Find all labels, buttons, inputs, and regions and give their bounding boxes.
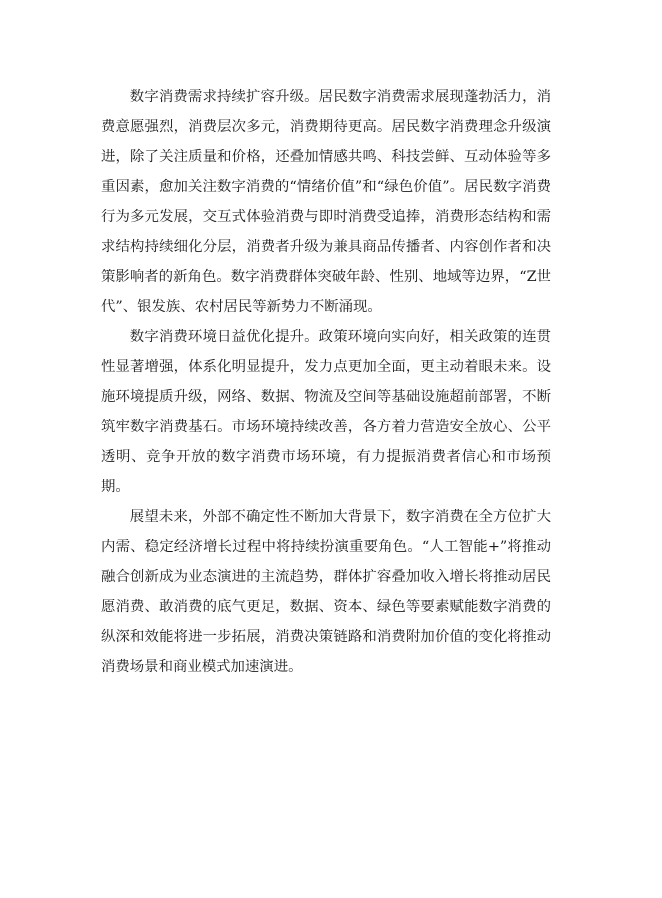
paragraph-consumer-environment: 数字消费环境日益优化提升。政策环境向实向好，相关政策的连贯性显著增强，体系化明显提升，发力点更加全面，更主动着眼未来。设施环境提质升级，网络、数据、物流及空间等基础设施超前部署，不断筑牢数字消费基石。市场环境持续改善，各方着力营造安全放心、公平透明、竞争开放的数字消费市场环境，有力提振消费者信心和市场预期。 bbox=[101, 329, 551, 495]
paragraph-consumer-demand: 数字消费需求持续扩容升级。居民数字消费需求展现蓬勃活力，消费意愿强烈，消费层次多元，消费期待更高。居民数字消费理念升级演进，除了关注质量和价格，还叠加情感共鸣、科技尝鲜、互动体验等多重因素，愈加关注数字消费的“情绪价值”和“绿色价值”。居民数字消费行为多元发展，交互式体验消费与即时消费受追捧，消费形态结构和需求结构持续细化分层，消费者升级为兼具商品传播者、内容创作者和决策影响者的新角色。数字消费群体突破年龄、性别、地域等边界，“Z世代”、银发族、农村居民等新势力不断涌现。 bbox=[101, 89, 551, 315]
paragraph-outlook: 展望未来，外部不确定性不断加大背景下，数字消费在全方位扩大内需、稳定经济增长过程中将持续扮演重要角色。“人工智能+”将推动融合创新成为业态演进的主流趋势，群体扩容叠加收入增长将推动居民愿消费、敢消费的底气更足，数据、资本、绿色等要素赋能数字消费的纵深和效能将进一步拓展，消费决策链路和消费附加价值的变化将推动消费场景和商业模式加速演进。 bbox=[101, 509, 551, 675]
document-body bbox=[101, 82, 551, 682]
